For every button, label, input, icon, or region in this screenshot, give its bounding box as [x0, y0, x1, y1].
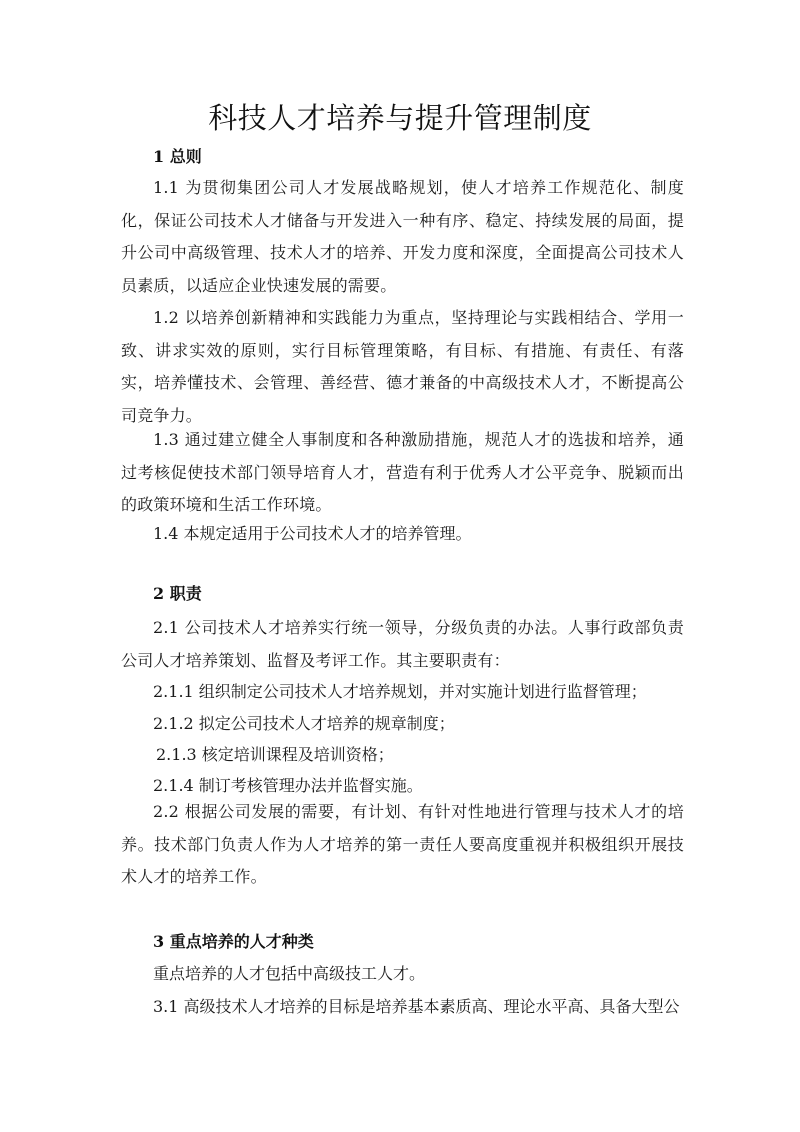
section-heading-1: 1 总则: [153, 147, 202, 166]
paragraph-1-3: 1.3 通过建立健全人事制度和各种激励措施，规范人才的选拔和培养，通过考核促使技术部门领导培育人才，营造有利于优秀人才公平竞争、脱颖而出的政策环境和生活工作环境。: [121, 430, 684, 514]
paragraph-2-1-3: 2.1.3 核定培训课程及培训资格；: [156, 745, 394, 764]
paragraph-2-2: 2.2 根据公司发展的需要，有计划、有针对性地进行管理与技术人才的培养。技术部门负责人作为人才培养的第一责任人要高度重视并积极组织开展技术人才的培养工作。: [121, 802, 684, 886]
paragraph-2-1-2: 2.1.2 拟定公司技术人才培养的规章制度；: [153, 714, 455, 733]
paragraph-1-4: 1.4 本规定适用于公司技术人才的培养管理。: [153, 524, 472, 543]
paragraph-2-1-4: 2.1.4 制订考核管理办法并监督实施。: [153, 776, 423, 795]
paragraph-1-2: 1.2 以培养创新精神和实践能力为重点，坚持理论与实践相结合、学用一致、讲求实效的原则，实行目标管理策略，有目标、有措施、有责任、有落实，培养懂技术、会管理、善经营、德才兼备的中高级技术人才，不断提高公司竞争力。: [121, 308, 684, 425]
paragraph-2-1-1: 2.1.1 组织制定公司技术人才培养规划，并对实施计划进行监督管理；: [153, 682, 647, 701]
section-heading-2: 2 职责: [153, 584, 202, 603]
section-heading-3: 3 重点培养的人才种类: [153, 932, 314, 951]
paragraph-3-1: 3.1 高级技术人才培养的目标是培养基本素质高、理论水平高、具备大型公: [153, 997, 680, 1016]
paragraph-2-1: 2.1 公司技术人才培养实行统一领导，分级负责的办法。人事行政部负责公司人才培养策划、监督及考评工作。其主要职责有：: [121, 618, 684, 670]
paragraph-3-intro: 重点培养的人才包括中高级技工人才。: [153, 964, 426, 983]
paragraph-1-1: 1.1 为贯彻集团公司人才发展战略规划，使人才培养工作规范化、制度化，保证公司技术人才储备与开发进入一种有序、稳定、持续发展的局面，提升公司中高级管理、技术人才的培养、开发力度和深度，全面提高公司技术人员素质，以适应企业快速发展的需要。: [121, 178, 684, 295]
document-title: 科技人才培养与提升管理制度: [208, 101, 592, 135]
